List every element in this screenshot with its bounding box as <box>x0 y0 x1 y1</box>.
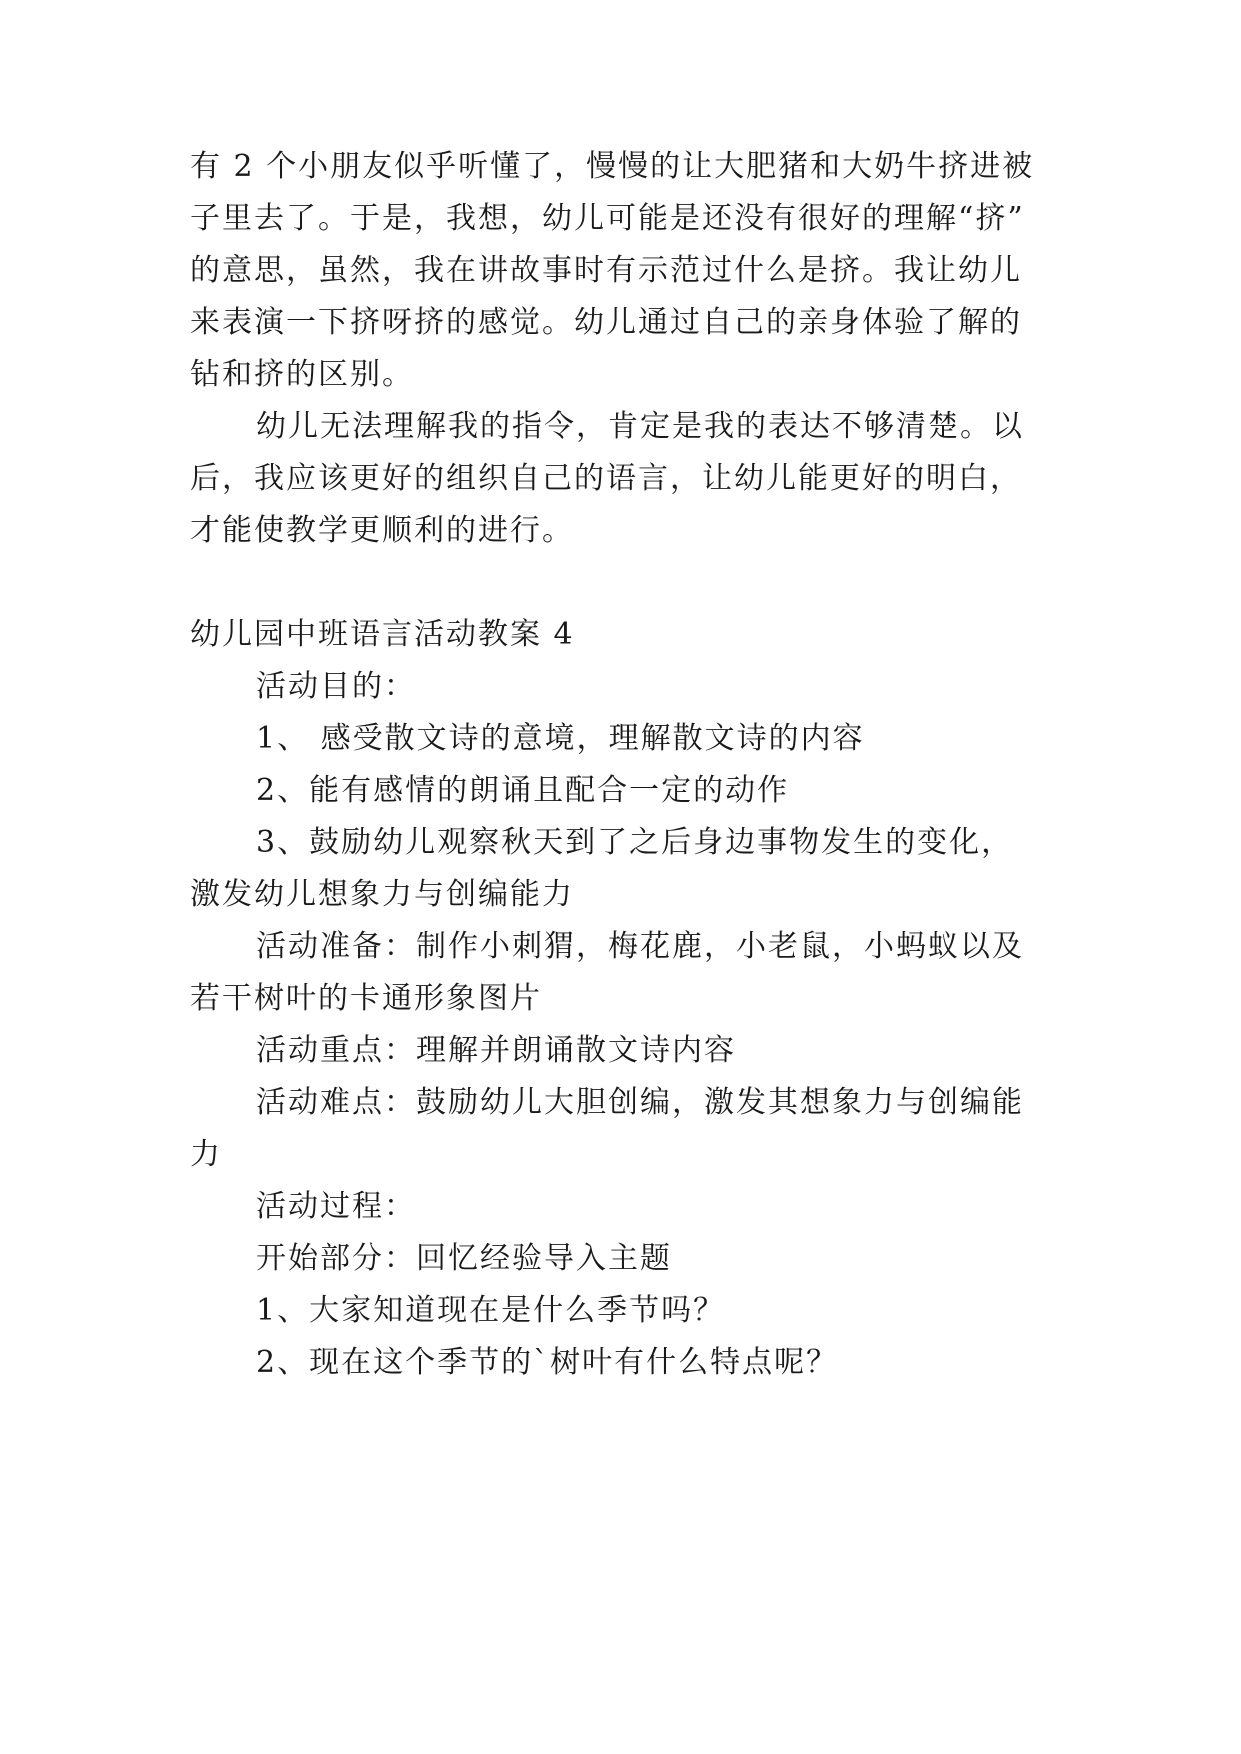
paragraph-1-line-1: 有 2 个小朋友似乎听懂了，慢慢的让大肥猪和大奶牛挤进被 <box>190 149 1035 184</box>
question-1: 1、大家知道现在是什么季节吗？ <box>256 1293 726 1328</box>
difficulty-line-2: 力 <box>190 1137 222 1172</box>
paragraph-1-line-5: 钻和挤的区别。 <box>190 357 414 392</box>
difficulty-line-1: 活动难点：鼓励幼儿大胆创编，激发其想象力与创编能 <box>256 1085 1024 1120</box>
paragraph-1-line-3: 的意思，虽然，我在讲故事时有示范过什么是挤。我让幼儿 <box>190 253 1022 288</box>
preparation-line-1: 活动准备：制作小刺猬，梅花鹿，小老鼠，小蚂蚁以及 <box>256 929 1024 964</box>
key-point: 活动重点：理解并朗诵散文诗内容 <box>256 1033 736 1068</box>
paragraph-2-line-1: 幼儿无法理解我的指令，肯定是我的表达不够清楚。以 <box>256 409 1024 444</box>
paragraph-1-line-4: 来表演一下挤呀挤的感觉。幼儿通过自己的亲身体验了解的 <box>190 305 1022 340</box>
goals-heading: 活动目的： <box>256 669 416 704</box>
paragraph-1-line-2: 子里去了。于是，我想，幼儿可能是还没有很好的理解“挤” <box>190 201 1025 236</box>
paragraph-2-line-3: 才能使教学更顺利的进行。 <box>190 513 574 548</box>
paragraph-2-line-2: 后，我应该更好的组织自己的语言，让幼儿能更好的明白， <box>190 461 1022 496</box>
question-2: 2、现在这个季节的`树叶有什么特点呢？ <box>256 1345 839 1380</box>
preparation-line-2: 若干树叶的卡通形象图片 <box>190 981 542 1016</box>
goal-3-line-2: 激发幼儿想象力与创编能力 <box>190 877 574 912</box>
start-part: 开始部分：回忆经验导入主题 <box>256 1241 672 1276</box>
process-heading: 活动过程： <box>256 1189 416 1224</box>
section-title: 幼儿园中班语言活动教案 4 <box>190 617 575 652</box>
goal-3-line-1: 3、鼓励幼儿观察秋天到了之后身边事物发生的变化， <box>256 825 1014 860</box>
goal-1: 1、 感受散文诗的意境，理解散文诗的内容 <box>256 721 865 756</box>
goal-2: 2、能有感情的朗诵且配合一定的动作 <box>256 773 790 808</box>
